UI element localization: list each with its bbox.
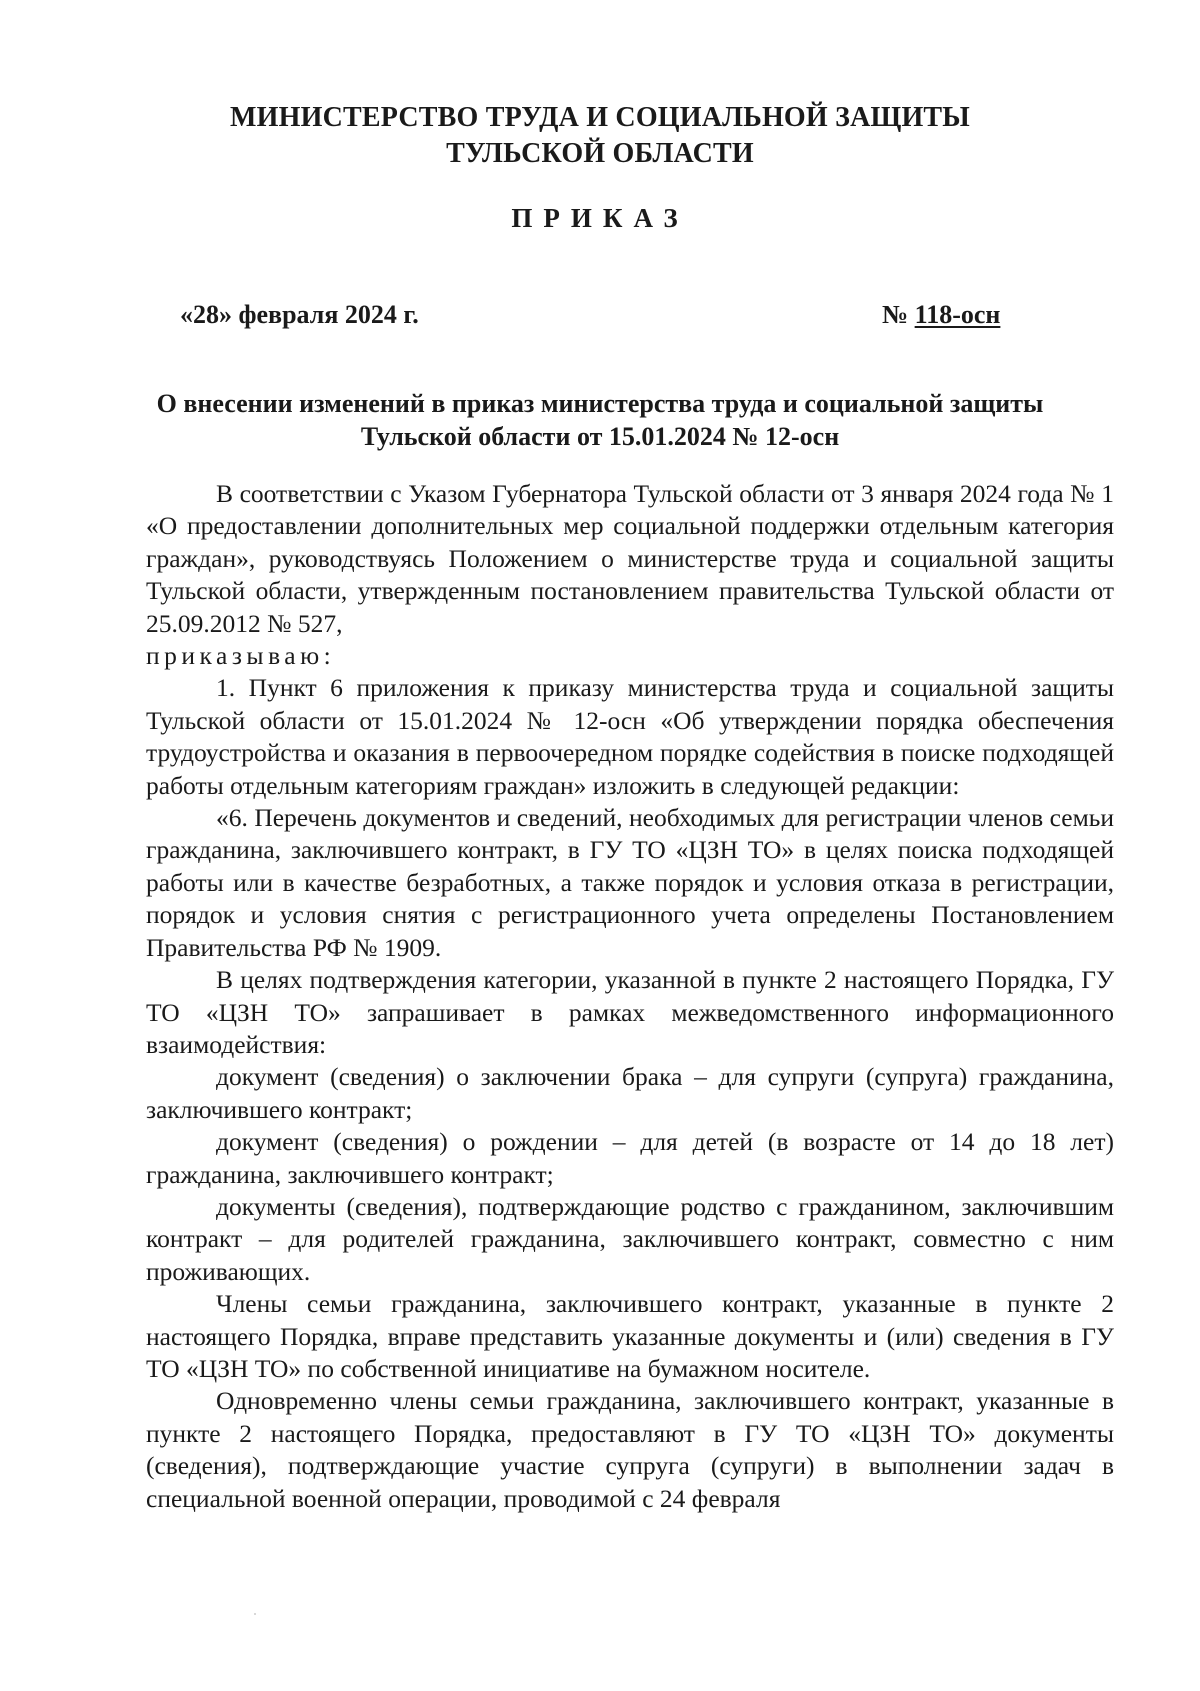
order-date: «28» февраля 2024 г. <box>180 300 419 329</box>
point-6-paragraph: «6. Перечень документов и сведений, необходимых для регистрации членов семьи гражданина, заключившего контракт, в ГУ ТО «ЦЗН ТО» в целях поиска подходящей работы или в качестве безработных, а также порядок и условия отказа в регистрации, порядок и условия снятия с регистрационного учета определены Постановлением Правительства РФ № 1909. <box>146 803 1114 962</box>
order-subject-line1: О внесении изменений в приказ министерства труда и социальной защиты <box>156 389 1044 418</box>
scan-artifact <box>254 1613 256 1615</box>
order-word: приказываю: <box>146 641 336 671</box>
order-number-value: 118-осн <box>914 300 1001 329</box>
marriage-document-item: документ (сведения) о заключении брака – для супруги (супруга) гражданина, заключившего контракт; <box>146 1062 1114 1124</box>
kinship-document-item: документы (сведения), подтверждающие родство с гражданином, заключившим контракт – для родителей гражданина, заключившего контракт, совместно с ним проживающих. <box>146 1191 1114 1286</box>
order-number <box>882 300 1000 330</box>
ministry-name-line2: ТУЛЬСКОЙ ОБЛАСТИ <box>446 138 754 169</box>
birth-document-item: документ (сведения) о рождении – для детей (в возрасте от 14 до 18 лет) гражданина, заключившего контракт; <box>146 1127 1114 1189</box>
own-initiative-paragraph: Члены семьи гражданина, заключившего контракт, указанные в пункте 2 настоящего Порядка, вправе представить указанные документы и (или) сведения в ГУ ТО «ЦЗН ТО» по собственной инициативе на бумажном носителе. <box>146 1289 1114 1383</box>
document-type-title: ПРИКАЗ <box>511 203 689 233</box>
order-subject-line2: Тульской области от 15.01.2024 № 12-осн <box>360 422 840 451</box>
item-1-paragraph: 1. Пункт 6 приложения к приказу министерства труда и социальной защиты Тульской области от 15.01.2024 № 12-осн «Об утверждении порядка обеспечения трудоустройства и оказания в первоочередном порядке содействия в поиске подходящей работы отдельным категориям граждан» изложить в следующей редакции: <box>146 673 1114 800</box>
order-number-prefix: № <box>882 300 909 329</box>
ministry-name-line1: МИНИСТЕРСТВО ТРУДА И СОЦИАЛЬНОЙ ЗАЩИТЫ <box>230 102 970 133</box>
preamble-paragraph: В соответствии с Указом Губернатора Тульской области от 3 января 2024 года № 1 «О предоставлении дополнительных мер социальной поддержки отдельным категория граждан», руководствуясь Положением о министерстве труда и социальной защиты Тульской области, утвержденным постановлением правительства Тульской области от 25.09.2012 № 527, <box>146 479 1114 638</box>
confirmation-paragraph: В целях подтверждения категории, указанной в пункте 2 настоящего Порядка, ГУ ТО «ЦЗН ТО» запрашивает в рамках межведомственного информационного взаимодействия: <box>146 965 1114 1059</box>
simultaneous-paragraph: Одновременно члены семьи гражданина, заключившего контракт, указанные в пункте 2 настоящего Порядка, предоставляют в ГУ ТО «ЦЗН ТО» документы (сведения), подтверждающие участие супруга (супруги) в выполнении задач в специальной военной операции, проводимой с 24 февраля <box>146 1386 1114 1513</box>
order-body <box>146 478 1114 1515</box>
